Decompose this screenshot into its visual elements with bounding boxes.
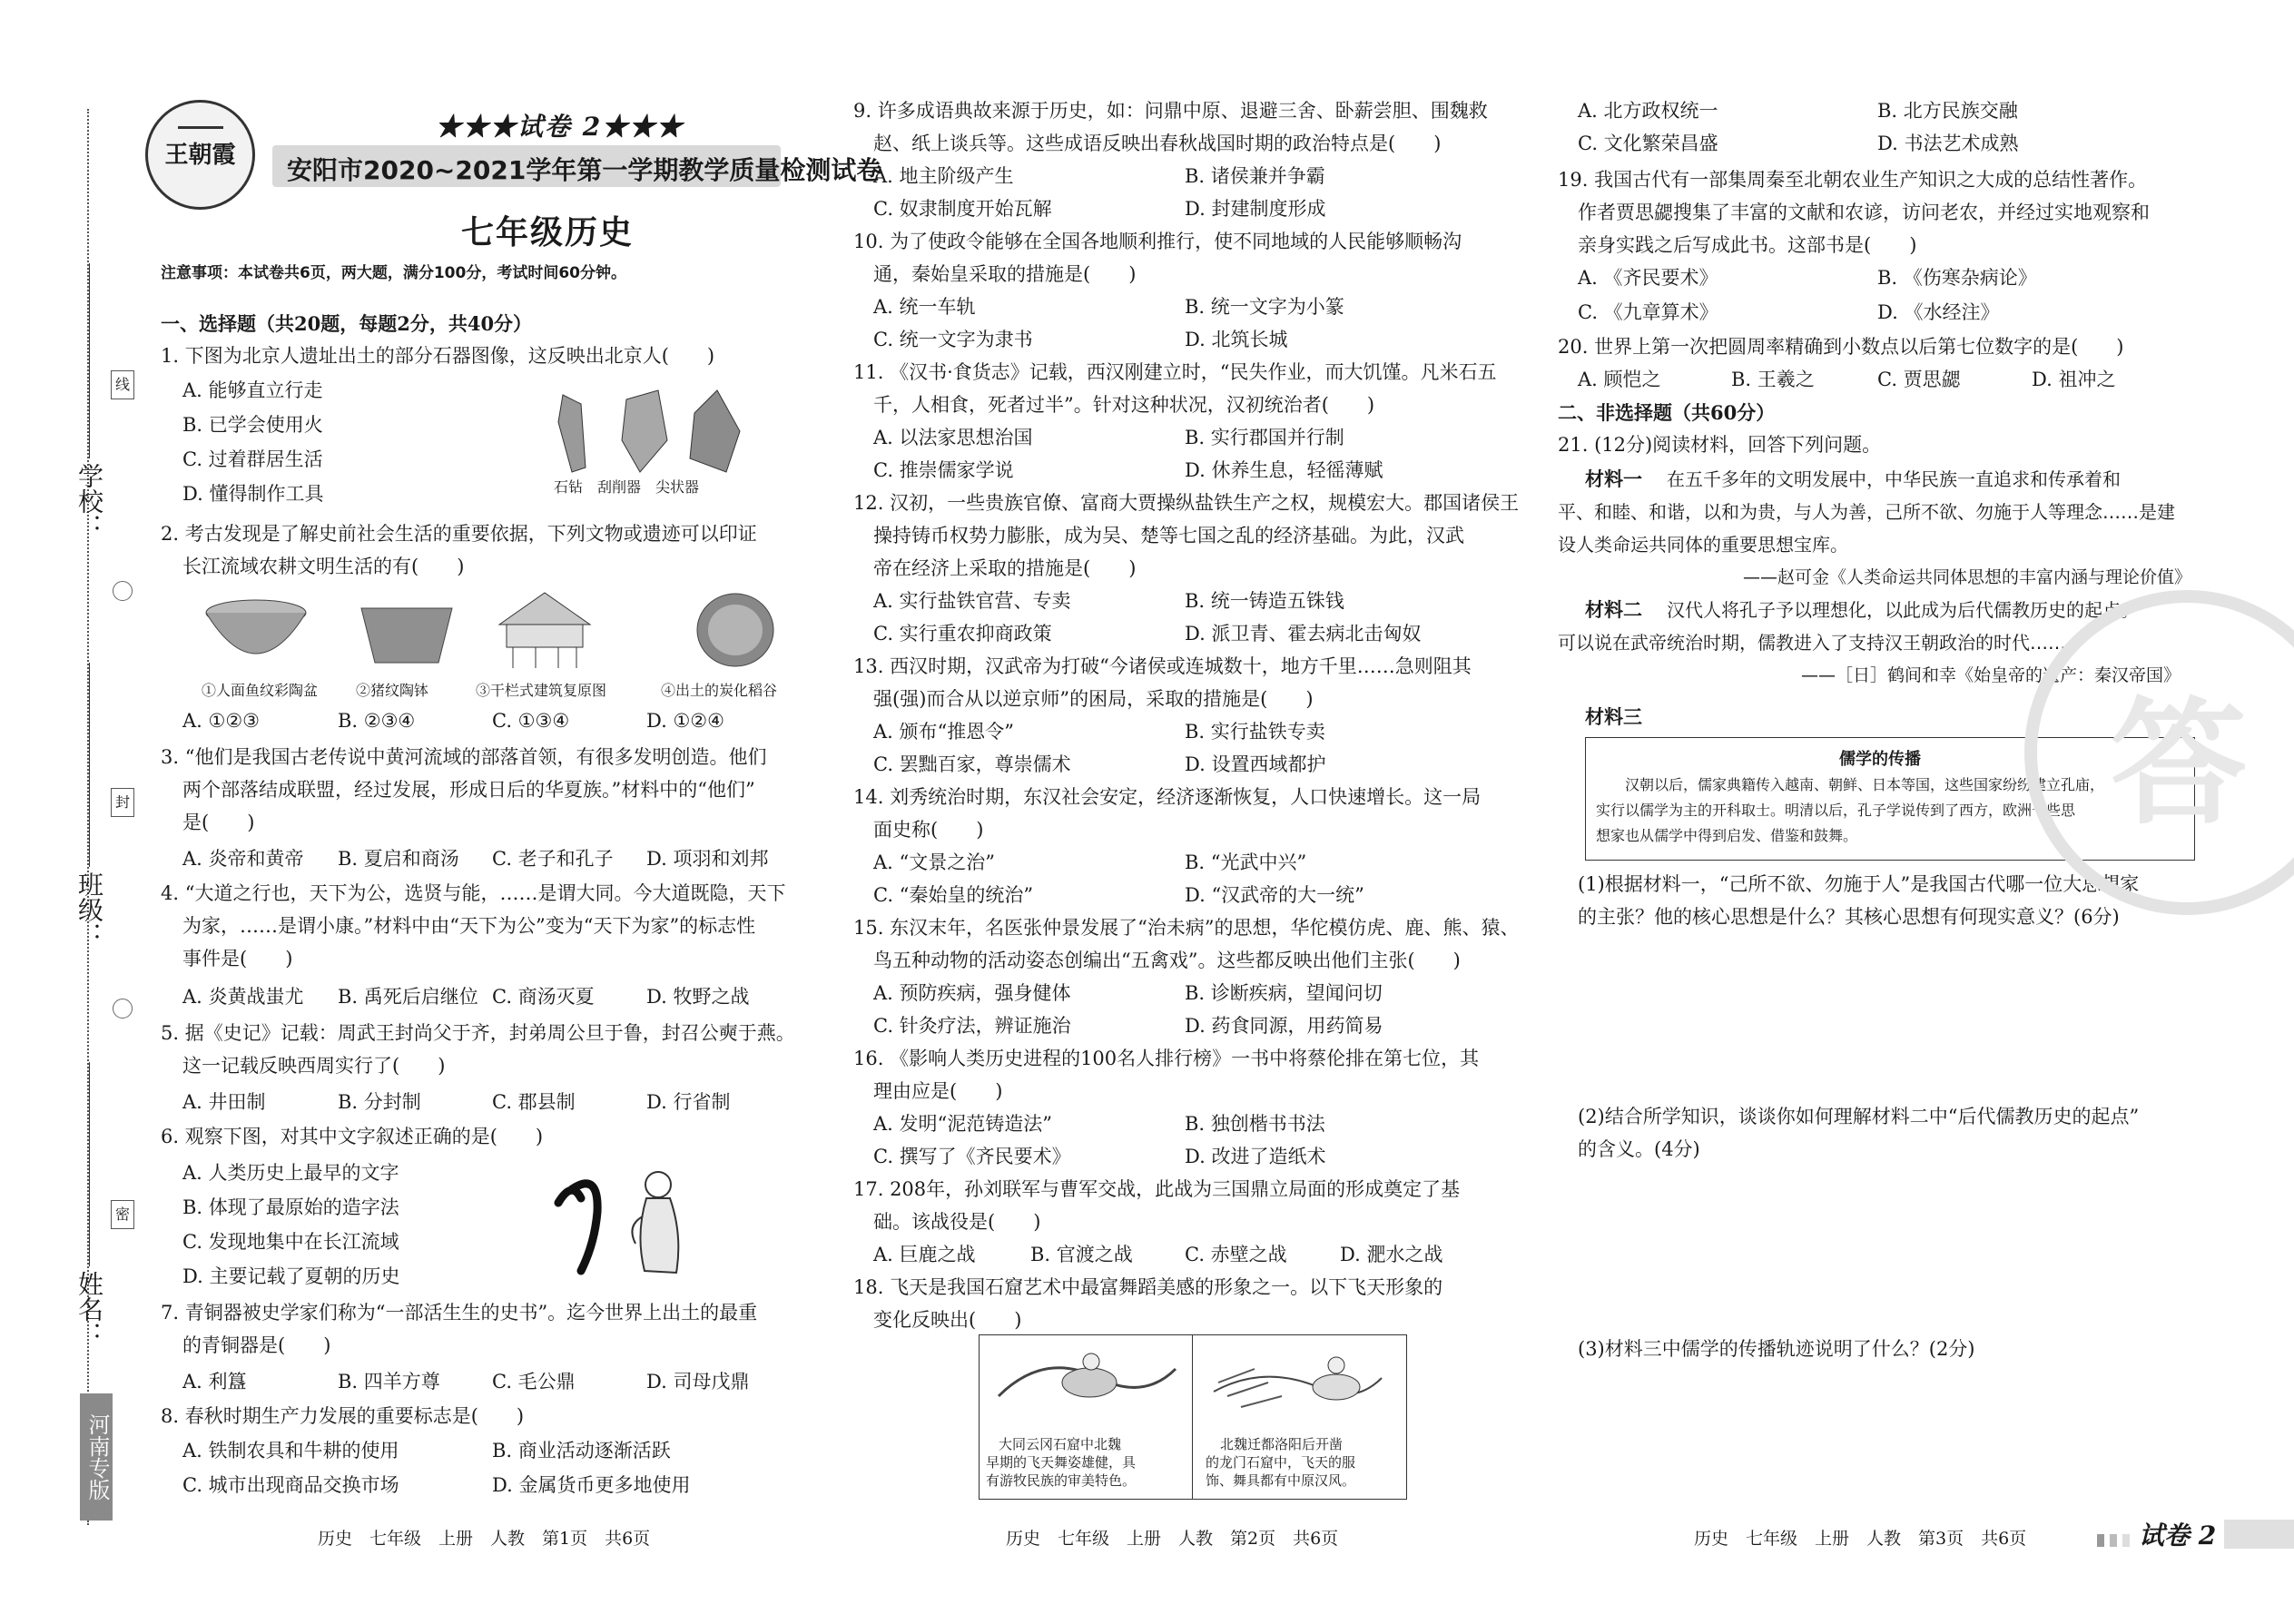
q2-caption-1: ①人面鱼纹彩陶盆 — [202, 682, 319, 699]
q19-line-2: 作者贾思勰搜集了丰富的文献和农谚，访问老农，并经过实地观察和 — [1578, 202, 2150, 223]
q16-line-1: 16. 《影响人类历史进程的100名人排行榜》一书中将蔡伦排在第七位，其 — [853, 1048, 1480, 1069]
q17-option-d[interactable]: D. 淝水之战 — [1340, 1244, 1443, 1265]
q3-option-d[interactable]: D. 项羽和刘邦 — [646, 848, 769, 870]
q8-option-d[interactable]: D. 金属货币更多地使用 — [492, 1474, 691, 1496]
page-3-footer: 历史 七年级 上册 人教 第3页 共6页 — [1694, 1529, 2027, 1549]
q9-option-c[interactable]: C. 奴隶制度开始瓦解 — [873, 198, 1052, 220]
q20-option-b[interactable]: B. 王羲之 — [1731, 369, 1815, 390]
binding-hole-1 — [113, 581, 133, 601]
q11-line-1: 11. 《汉书·食货志》记载，西汉刚建立时，“民失作业，而大饥馑。凡米石五 — [853, 361, 1497, 383]
q18-option-a[interactable]: A. 北方政权统一 — [1578, 100, 1718, 122]
q3-option-a[interactable]: A. 炎帝和黄帝 — [182, 848, 304, 870]
q14-option-a[interactable]: A. “文景之治” — [873, 851, 995, 873]
q4-option-c[interactable]: C. 商汤灭夏 — [492, 986, 595, 1008]
q18-right-caption-2: 的龙门石窟中，飞天的服 — [1206, 1454, 1356, 1471]
q18-option-c[interactable]: C. 文化繁荣昌盛 — [1578, 133, 1718, 154]
q2-caption-2: ②猪纹陶钵 — [356, 682, 429, 699]
q10-option-a[interactable]: A. 统一车轨 — [873, 296, 976, 318]
q6-option-d[interactable]: D. 主要记载了夏朝的历史 — [182, 1265, 400, 1287]
q17-line-2: 础。该战役是( ) — [873, 1211, 1041, 1233]
q1-option-d[interactable]: D. 懂得制作工具 — [182, 483, 324, 505]
box-line-2: 实行以儒学为主的开科取士。明清以后，孔子学说传到了西方，欧洲一些思 — [1596, 802, 2076, 819]
region-badge: 河南专版 — [80, 1393, 113, 1521]
q21-part-1-line-2: 的主张？他的核心思想是什么？其核心思想有何现实意义？(6分) — [1578, 906, 2120, 928]
q20-stem: 20. 世界上第一次把圆周率精确到小数点以后第七位数字的是( ) — [1558, 336, 2124, 358]
q4-line-1: 4. “大道之行也，天下为公，选贤与能，……是谓大同。今大道既隐，天下 — [161, 882, 786, 904]
q1-option-b[interactable]: B. 已学会使用火 — [182, 414, 323, 436]
q19-option-c[interactable]: C. 《九章算术》 — [1578, 301, 1718, 323]
q7-option-c[interactable]: C. 毛公鼎 — [492, 1371, 576, 1393]
q9-line-1: 9. 许多成语典故来源于历史，如：问鼎中原、退避三舍、卧薪尝胆、围魏救 — [853, 100, 1488, 122]
q14-line-2: 面史称( ) — [873, 819, 984, 841]
oracle-character-image — [545, 1162, 699, 1280]
q3-line-3: 是( ) — [182, 812, 255, 833]
q19-option-a[interactable]: A. 《齐民要术》 — [1578, 267, 1718, 289]
q6-stem: 6. 观察下图，对其中文字叙述正确的是( ) — [161, 1126, 544, 1147]
longmen-apsara-image — [1200, 1342, 1395, 1432]
q6-option-b[interactable]: B. 体现了最原始的造字法 — [182, 1196, 399, 1218]
material-1-source: ——赵可金《人类命运共同体思想的丰富内涵与理论价值》 — [1743, 567, 2192, 587]
binding-hole-2 — [113, 999, 133, 1019]
q1-image-caption: 石钻 刮削器 尖状器 — [554, 478, 700, 496]
q11-option-a[interactable]: A. 以法家思想治国 — [873, 427, 1033, 448]
q16-option-c[interactable]: C. 撰写了《齐民要术》 — [873, 1146, 1071, 1167]
q3-option-b[interactable]: B. 夏启和商汤 — [338, 848, 459, 870]
q21-stem: 21. (12分)阅读材料，回答下列问题。 — [1558, 434, 1882, 456]
brand-logo — [145, 100, 255, 210]
q12-option-c[interactable]: C. 实行重农抑商政策 — [873, 623, 1052, 645]
q3-line-2: 两个部落结成联盟，经过发展，形成日后的华夏族。”材料中的“他们” — [182, 779, 755, 801]
answer-watermark-char: 答 — [2111, 684, 2248, 843]
school-line — [89, 263, 90, 458]
q14-option-b[interactable]: B. “光武中兴” — [1185, 851, 1307, 873]
subject-title: 七年级历史 — [461, 213, 635, 251]
q8-stem: 8. 春秋时期生产力发展的重要标志是( ) — [161, 1405, 525, 1427]
page-2-footer: 历史 七年级 上册 人教 第2页 共6页 — [1006, 1529, 1339, 1549]
pig-pottery-image — [352, 595, 461, 667]
figure-divider — [1192, 1335, 1193, 1499]
box-line-1: 汉朝以后，儒家典籍传入越南、朝鲜、日本等国，这些国家纷纷建立孔庙， — [1625, 776, 2105, 793]
q7-line-1: 7. 青铜器被史学家们称为“一部活生生的史书”。迄今世界上出土的最重 — [161, 1302, 758, 1324]
q5-option-d[interactable]: D. 行省制 — [646, 1091, 731, 1113]
q8-option-a[interactable]: A. 铁制农具和牛耕的使用 — [182, 1440, 399, 1462]
q11-line-2: 千，人相食，死者过半”。针对这种状况，汉初统治者( ) — [873, 394, 1375, 416]
yungang-apsara-image — [989, 1342, 1185, 1432]
q7-option-d[interactable]: D. 司母戊鼎 — [646, 1371, 750, 1393]
stone-tools-image — [545, 386, 749, 477]
q2-option-b[interactable]: B. ②③④ — [338, 710, 416, 732]
q21-part-2-line-2: 的含义。(4分) — [1578, 1138, 1700, 1160]
class-label: 班级： — [74, 871, 104, 948]
q17-line-1: 17. 208年，孙刘联军与曹军交战，此战为三国鼎立局面的形成奠定了基 — [853, 1178, 1461, 1200]
q16-option-b[interactable]: B. 独创楷书书法 — [1185, 1113, 1325, 1135]
q16-option-a[interactable]: A. 发明“泥范铸造法” — [873, 1113, 1052, 1135]
q9-line-2: 赵、纸上谈兵等。这些成语反映出春秋战国时期的政治特点是( ) — [873, 133, 1442, 154]
q10-line-2: 通，秦始皇采取的措施是( ) — [873, 263, 1137, 285]
q13-option-a[interactable]: A. 颁布“推恩令” — [873, 721, 1014, 743]
seal-label-3: 密 — [111, 1200, 134, 1229]
q2-line-2: 长江流域农耕文明生活的有( ) — [182, 556, 465, 577]
q11-option-c[interactable]: C. 推崇儒家学说 — [873, 459, 1014, 481]
q7-line-2: 的青铜器是( ) — [182, 1334, 331, 1356]
q9-option-d[interactable]: D. 封建制度形成 — [1185, 198, 1326, 220]
q12-option-d[interactable]: D. 派卫青、霍去病北击匈奴 — [1185, 623, 1422, 645]
brand-name: 王朝霞 — [164, 142, 236, 169]
notice: 注意事项：本试卷共6页，两大题，满分100分，考试时间60分钟。 — [161, 264, 626, 282]
section-1-heading: 一、选择题（共20题，每题2分，共40分） — [161, 312, 533, 335]
footer-tag-bar — [2224, 1520, 2294, 1549]
material-1-label: 材料一 — [1585, 468, 1642, 490]
q6-option-c[interactable]: C. 发现地集中在长江流域 — [182, 1231, 399, 1253]
name-line — [89, 1062, 90, 1266]
q20-option-a[interactable]: A. 顾恺之 — [1578, 369, 1661, 390]
q12-line-3: 帝在经济上采取的措施是( ) — [873, 557, 1137, 579]
q18-left-caption-1: 大同云冈石窟中北魏 — [999, 1436, 1122, 1452]
material-1-line-2: 平、和睦、和谐，以和为贵，与人为善，己所不欲、勿施于人等理念……是建 — [1558, 501, 2175, 523]
q10-line-1: 10. 为了使政令能够在全国各地顺利推行，使不同地域的人民能够顺畅沟 — [853, 231, 1462, 252]
brand-logo-crown-icon — [178, 110, 223, 129]
q16-line-2: 理由应是( ) — [873, 1080, 1003, 1102]
q10-option-c[interactable]: C. 统一文字为隶书 — [873, 329, 1033, 350]
q15-option-a[interactable]: A. 预防疾病，强身健体 — [873, 982, 1071, 1004]
q18-line-1: 18. 飞天是我国石窟艺术中最富舞蹈美感的形象之一。以下飞天形象的 — [853, 1276, 1443, 1298]
material-2-source: ——［日］鹤间和幸《始皇帝的遗产：秦汉帝国》 — [1801, 665, 2181, 685]
q10-option-b[interactable]: B. 统一文字为小篆 — [1185, 296, 1344, 318]
seal-label-1: 线 — [111, 370, 134, 399]
q18-option-b[interactable]: B. 北方民族交融 — [1877, 100, 2018, 122]
q18-right-caption-1: 北魏迁都洛阳后开凿 — [1220, 1436, 1344, 1452]
q7-option-a[interactable]: A. 利簋 — [182, 1371, 247, 1393]
box-title: 儒学的传播 — [1839, 750, 1921, 769]
q9-option-b[interactable]: B. 诸侯兼并争霸 — [1185, 165, 1325, 187]
q13-line-2: 强(强)而合从以逆京师”的困局，采取的措施是( ) — [873, 688, 1314, 710]
q4-option-d[interactable]: D. 牧野之战 — [646, 986, 750, 1008]
q18-line-2: 变化反映出( ) — [873, 1309, 1022, 1331]
q13-option-c[interactable]: C. 罢黜百家，尊崇儒术 — [873, 753, 1071, 775]
q17-option-c[interactable]: C. 赤壁之战 — [1185, 1244, 1287, 1265]
q18-right-caption-3: 饰、舞具都有中原汉风。 — [1206, 1472, 1356, 1489]
stilt-house-image — [490, 588, 599, 670]
q15-option-c[interactable]: C. 针灸疗法，辨证施治 — [873, 1015, 1071, 1037]
q1-option-a[interactable]: A. 能够直立行走 — [182, 379, 323, 401]
q4-option-a[interactable]: A. 炎黄战蚩尤 — [182, 986, 304, 1008]
q9-option-a[interactable]: A. 地主阶级产生 — [873, 165, 1014, 187]
q5-option-c[interactable]: C. 郡县制 — [492, 1091, 576, 1113]
carbonized-rice-image — [694, 592, 776, 669]
q19-option-b[interactable]: B. 《伤寒杂病论》 — [1877, 267, 2037, 289]
q15-line-1: 15. 东汉末年，名医张仲景发展了“治未病”的思想，华佗模仿虎、鹿、熊、猿、 — [853, 917, 1520, 939]
material-1-line-1: 在五千多年的文明发展中，中华民族一直追求和传承着和 — [1667, 468, 2121, 490]
class-line — [89, 663, 90, 867]
pottery-basin-image — [202, 595, 310, 667]
q14-option-c[interactable]: C. “秦始皇的统治” — [873, 884, 1034, 906]
q2-caption-4: ④出土的炭化稻谷 — [661, 682, 778, 699]
material-3-label: 材料三 — [1585, 706, 1642, 728]
q15-option-d[interactable]: D. 药食同源，用药简易 — [1185, 1015, 1383, 1037]
q5-line-2: 这一记载反映西周实行了( ) — [182, 1055, 446, 1077]
q20-option-c[interactable]: C. 贾思勰 — [1877, 369, 1961, 390]
q19-line-3: 亲身实践之后写成此书。这部书是( ) — [1578, 234, 1917, 256]
q15-option-b[interactable]: B. 诊断疾病，望闻问切 — [1185, 982, 1383, 1004]
q8-option-b[interactable]: B. 商业活动逐渐活跃 — [492, 1440, 671, 1462]
q8-option-c[interactable]: C. 城市出现商品交换市场 — [182, 1474, 399, 1496]
q17-option-b[interactable]: B. 官渡之战 — [1030, 1244, 1133, 1265]
q17-option-a[interactable]: A. 巨鹿之战 — [873, 1244, 976, 1265]
q21-part-1-line-1: (1)根据材料一，“己所不欲、勿施于人”是我国古代哪一位大思想家 — [1578, 873, 2140, 895]
page-1-footer: 历史 七年级 上册 人教 第1页 共6页 — [318, 1529, 651, 1549]
q12-option-a[interactable]: A. 实行盐铁官营、专卖 — [873, 590, 1071, 612]
q3-line-1: 3. “他们是我国古老传说中黄河流域的部落首领，有很多发明创造。他们 — [161, 746, 767, 768]
q6-option-a[interactable]: A. 人类历史上最早的文字 — [182, 1162, 399, 1184]
q5-option-b[interactable]: B. 分封制 — [338, 1091, 421, 1113]
q2-option-d[interactable]: D. ①②④ — [646, 710, 724, 732]
q12-line-2: 操持铸币权势力膨胀，成为吴、楚等七国之乱的经济基础。为此，汉武 — [873, 525, 1464, 546]
q11-option-b[interactable]: B. 实行郡国并行制 — [1185, 427, 1344, 448]
q5-line-1: 5. 据《史记》记载：周武王封尚父于齐，封弟周公旦于鲁，封召公奭于燕。 — [161, 1022, 795, 1044]
q18-left-caption-3: 有游牧民族的审美特色。 — [986, 1472, 1137, 1489]
q4-line-3: 事件是( ) — [182, 948, 293, 969]
q2-caption-3: ③干栏式建筑复原图 — [476, 682, 607, 699]
material-1-line-3: 设人类命运共同体的重要思想宝库。 — [1558, 534, 1848, 556]
q2-line-1: 2. 考古发现是了解史前社会生活的重要依据，下列文物或遗迹可以印证 — [161, 523, 757, 545]
q5-option-a[interactable]: A. 井田制 — [182, 1091, 266, 1113]
q15-line-2: 鸟五种动物的活动姿态创编出“五禽戏”。这些都反映出他们主张( ) — [873, 950, 1461, 971]
q10-option-d[interactable]: D. 北筑长城 — [1185, 329, 1288, 350]
exam-title: 安阳市2020~2021学年第一学期教学质量检测试卷 — [287, 155, 882, 185]
q13-option-d[interactable]: D. 设置西域都护 — [1185, 753, 1326, 775]
q7-option-b[interactable]: B. 四羊方尊 — [338, 1371, 440, 1393]
footer-paper-tag: 试卷 2 — [2139, 1521, 2217, 1550]
q19-line-1: 19. 我国古代有一部集周秦至北朝农业生产知识之大成的总结性著作。 — [1558, 169, 2148, 191]
q14-option-d[interactable]: D. “汉武帝的大一统” — [1185, 884, 1364, 906]
section-2-heading: 二、非选择题（共60分） — [1558, 401, 1776, 424]
q4-line-2: 为家，……是谓小康。”材料中由“天下为公”变为“天下为家”的标志性 — [182, 915, 756, 937]
q12-line-1: 12. 汉初，一些贵族官僚、富商大贾操纵盐铁生产之权，规模宏大。郡国诸侯王 — [853, 492, 1520, 514]
q19-option-d[interactable]: D. 《水经注》 — [1877, 301, 2000, 323]
material-2-label: 材料二 — [1585, 599, 1642, 621]
q11-option-d[interactable]: D. 休养生息，轻徭薄赋 — [1185, 459, 1383, 481]
material-2-line-2: 可以说在武帝统治时期，儒教进入了支持汉王朝政治的时代…… — [1558, 632, 2066, 654]
q20-option-d[interactable]: D. 祖冲之 — [2032, 369, 2116, 390]
seal-label-2: 封 — [111, 788, 134, 817]
q3-option-c[interactable]: C. 老子和孔子 — [492, 848, 614, 870]
paper-number: ★★★试卷 2★★★ — [436, 112, 684, 142]
q1-option-c[interactable]: C. 过着群居生活 — [182, 448, 323, 470]
q14-line-1: 14. 刘秀统治时期，东汉社会安定，经济逐渐恢复，人口快速增长。这一局 — [853, 786, 1482, 808]
q2-option-c[interactable]: C. ①③④ — [492, 710, 570, 732]
q2-option-a[interactable]: A. ①②③ — [182, 710, 260, 732]
q18-option-d[interactable]: D. 书法艺术成熟 — [1877, 133, 2019, 154]
material-2-line-1: 汉代人将孔子予以理想化，以此成为后代儒教历史的起点。 — [1667, 599, 2139, 621]
footer-decor-squares — [2097, 1534, 2133, 1547]
q12-option-b[interactable]: B. 统一铸造五铢钱 — [1185, 590, 1344, 612]
q21-part-2-line-1: (2)结合所学知识，谈谈你如何理解材料二中“后代儒教历史的起点” — [1578, 1106, 2140, 1127]
q16-option-d[interactable]: D. 改进了造纸术 — [1185, 1146, 1326, 1167]
q21-part-3: (3)材料三中儒学的传播轨迹说明了什么？(2分) — [1578, 1338, 1975, 1360]
name-label: 姓名： — [74, 1271, 104, 1347]
q4-option-b[interactable]: B. 禹死后启继位 — [338, 986, 478, 1008]
q13-line-1: 13. 西汉时期，汉武帝为打破“今诸侯或连城数十，地方千里……急则阻其 — [853, 655, 1472, 677]
q1-stem: 1. 下图为北京人遗址出土的部分石器图像，这反映出北京人( ) — [161, 345, 715, 367]
school-label: 学校： — [74, 463, 104, 539]
q18-left-caption-2: 早期的飞天舞姿雄健，具 — [986, 1454, 1137, 1471]
box-line-3: 想家也从儒学中得到启发、借鉴和鼓舞。 — [1596, 827, 1858, 844]
q13-option-b[interactable]: B. 实行盐铁专卖 — [1185, 721, 1325, 743]
